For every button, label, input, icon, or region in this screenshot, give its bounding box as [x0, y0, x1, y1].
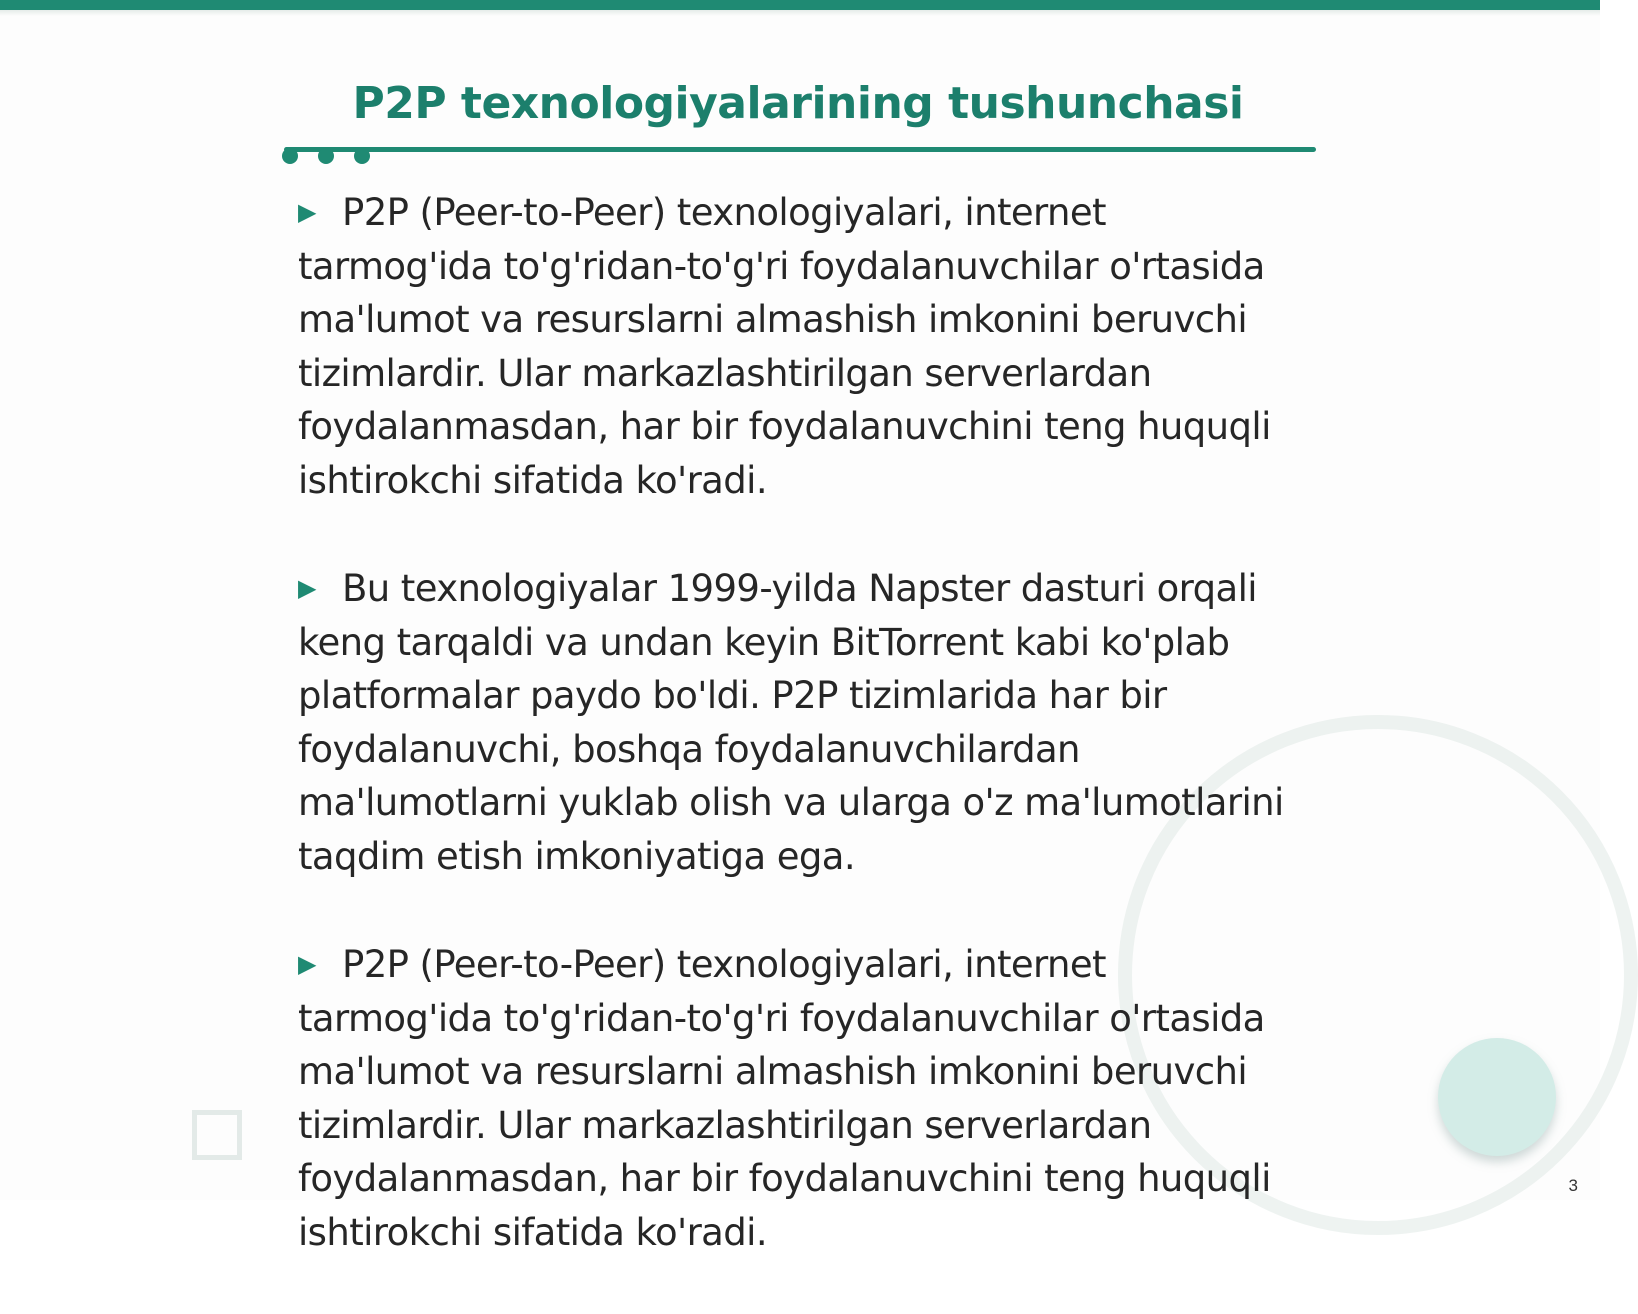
bullet-text: Bu texnologiyalar 1999-yilda Napster dasturi orqali keng tarqaldi va undan keyin BitTorrent kabi ko'plab platformalar paydo bo'ldi. P2P tizimlarida har bir foydalanuvchi, boshqa foydalanuvchilardan ma'lumotlarni yuklab olish va ularga o'z ma'lumotlarini taqdim etish imkoniyatiga ega. [298, 567, 1284, 878]
decorative-disc [1438, 1038, 1556, 1156]
underline-dot [318, 148, 334, 164]
bullet-arrow-icon: ▶ [298, 950, 316, 978]
bullet-item [298, 562, 1298, 883]
title-underline [284, 147, 1316, 152]
top-bar-shadow [0, 10, 1600, 16]
underline-dot [282, 148, 298, 164]
bullet-arrow-icon: ▶ [298, 198, 316, 226]
bullet-item [298, 938, 1298, 1259]
underline-dot [354, 148, 370, 164]
bullet-list [298, 186, 1298, 1314]
slide-title: P2P texnologiyalarining tushunchasi [352, 78, 1244, 129]
bullet-text: P2P (Peer-to-Peer) texnologiyalari, internet tarmog'ida to'g'ridan-to'g'ri foydalanuvchilar o'rtasida ma'lumot va resurslarni almashish imkonini beruvchi tizimlardir. Ular markazlashtirilgan serverlardan foydalanmasdan, har bir foydalanuvchini teng huquqli ishtirokchi sifatida ko'radi. [298, 191, 1271, 502]
decorative-square [192, 1110, 242, 1160]
top-accent-bar [0, 0, 1600, 10]
bullet-arrow-icon: ▶ [298, 574, 316, 602]
bullet-text: P2P (Peer-to-Peer) texnologiyalari, internet tarmog'ida to'g'ridan-to'g'ri foydalanuvchilar o'rtasida ma'lumot va resurslarni almashish imkonini beruvchi tizimlardir. Ular markazlashtirilgan serverlardan foydalanmasdan, har bir foydalanuvchini teng huquqli ishtirokchi sifatida ko'radi. [298, 943, 1271, 1254]
bullet-item [298, 186, 1298, 507]
page-number: 3 [1568, 1176, 1578, 1195]
